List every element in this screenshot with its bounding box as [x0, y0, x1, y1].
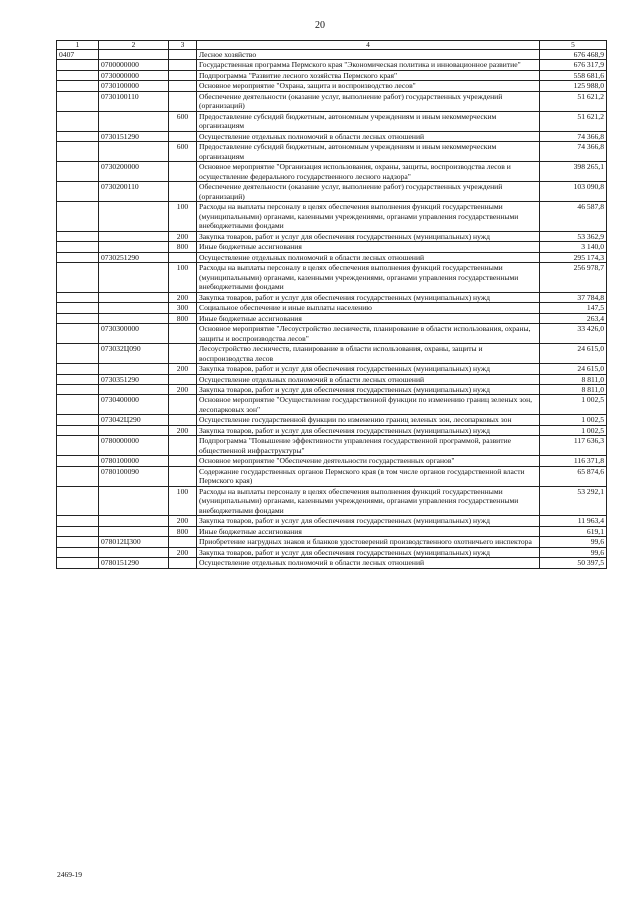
- expense-type-cell: [169, 131, 197, 141]
- table-row: [57, 111, 607, 131]
- expense-type-cell: [169, 436, 197, 456]
- description-cell: Осуществление отдельных полномочий в области лесных отношений: [197, 558, 540, 568]
- amount-cell: 676 468,9: [540, 50, 607, 60]
- section-code-cell: [57, 60, 99, 70]
- description-cell: Социальное обеспечение и иные выплаты населению: [197, 303, 540, 313]
- table-row: [57, 486, 607, 515]
- section-code-cell: 0407: [57, 50, 99, 60]
- expense-type-cell: 200: [169, 516, 197, 526]
- expense-type-cell: 200: [169, 364, 197, 374]
- target-code-cell: 0730100110: [99, 91, 169, 111]
- description-cell: Расходы на выплаты персоналу в целях обеспечения выполнения функций государственными (муниципальными) органами, казенными учреждениями, органами управления государственными внебюджетными фондами: [197, 486, 540, 515]
- target-code-cell: [99, 547, 169, 557]
- target-code-cell: 0780100090: [99, 466, 169, 486]
- table-row: [57, 558, 607, 568]
- amount-cell: 24 615,0: [540, 364, 607, 374]
- section-code-cell: [57, 415, 99, 425]
- description-cell: Подпрограмма "Повышение эффективности управления государственной программой, развитие общественной инфраструктуры": [197, 436, 540, 456]
- amount-cell: 263,4: [540, 313, 607, 323]
- expense-type-cell: 200: [169, 547, 197, 557]
- expense-type-cell: 200: [169, 425, 197, 435]
- table-row: [57, 202, 607, 231]
- section-code-cell: [57, 344, 99, 364]
- expense-type-cell: [169, 252, 197, 262]
- expense-type-cell: [169, 344, 197, 364]
- description-cell: Закупка товаров, работ и услуг для обеспечения государственных (муниципальных) нужд: [197, 425, 540, 435]
- target-code-cell: [99, 242, 169, 252]
- amount-cell: 1 002,5: [540, 395, 607, 415]
- table-row: [57, 324, 607, 344]
- table-row: [57, 91, 607, 111]
- amount-cell: 74 366,8: [540, 131, 607, 141]
- section-code-cell: [57, 142, 99, 162]
- expense-type-cell: [169, 91, 197, 111]
- table-row: [57, 466, 607, 486]
- description-cell: Осуществление отдельных полномочий в области лесных отношений: [197, 131, 540, 141]
- section-code-cell: [57, 395, 99, 415]
- description-cell: Основное мероприятие "Обеспечение деятельности государственных органов": [197, 456, 540, 466]
- target-code-cell: 0780100000: [99, 456, 169, 466]
- table-row: [57, 231, 607, 241]
- description-cell: Основное мероприятие "Лесоустройство лесничеств, планирование в области использования, охраны, защиты и воспроизводства лесов": [197, 324, 540, 344]
- target-code-cell: 0730400000: [99, 395, 169, 415]
- amount-cell: 3 140,0: [540, 242, 607, 252]
- table-row: [57, 142, 607, 162]
- description-cell: Осуществление государственной функции по изменению границ зеленых зон, лесопарковых зон: [197, 415, 540, 425]
- table-row: [57, 162, 607, 182]
- table-row: [57, 395, 607, 415]
- target-code-cell: [99, 50, 169, 60]
- description-cell: Закупка товаров, работ и услуг для обеспечения государственных (муниципальных) нужд: [197, 547, 540, 557]
- description-cell: Закупка товаров, работ и услуг для обеспечения государственных (муниципальных) нужд: [197, 231, 540, 241]
- header-cell: 1: [57, 41, 99, 50]
- table-row: [57, 456, 607, 466]
- expense-type-cell: 100: [169, 263, 197, 292]
- description-cell: Закупка товаров, работ и услуг для обеспечения государственных (муниципальных) нужд: [197, 364, 540, 374]
- amount-cell: 51 621,2: [540, 91, 607, 111]
- target-code-cell: 0730200000: [99, 162, 169, 182]
- description-cell: Подпрограмма "Развитие лесного хозяйства Пермского края": [197, 70, 540, 80]
- table-row: [57, 131, 607, 141]
- section-code-cell: [57, 526, 99, 536]
- description-cell: Лесоустройство лесничеств, планирование в области использования, охраны, защиты и воспроизводства лесов: [197, 344, 540, 364]
- section-code-cell: [57, 516, 99, 526]
- target-code-cell: [99, 384, 169, 394]
- expense-type-cell: 800: [169, 526, 197, 536]
- section-code-cell: [57, 547, 99, 557]
- table-header-row: [57, 41, 607, 50]
- expense-type-cell: 100: [169, 202, 197, 231]
- section-code-cell: [57, 231, 99, 241]
- target-code-cell: [99, 202, 169, 231]
- amount-cell: 11 963,4: [540, 516, 607, 526]
- table-row: [57, 313, 607, 323]
- section-code-cell: [57, 91, 99, 111]
- table-row: [57, 303, 607, 313]
- target-code-cell: 073032Ц090: [99, 344, 169, 364]
- amount-cell: 103 090,8: [540, 182, 607, 202]
- expense-type-cell: [169, 374, 197, 384]
- target-code-cell: 0730100000: [99, 81, 169, 91]
- description-cell: Осуществление отдельных полномочий в области лесных отношений: [197, 374, 540, 384]
- amount-cell: 99,6: [540, 547, 607, 557]
- section-code-cell: [57, 202, 99, 231]
- expense-type-cell: 200: [169, 231, 197, 241]
- table-row: [57, 516, 607, 526]
- expense-type-cell: [169, 456, 197, 466]
- section-code-cell: [57, 384, 99, 394]
- target-code-cell: [99, 486, 169, 515]
- target-code-cell: 0730200110: [99, 182, 169, 202]
- header-cell: 5: [540, 41, 607, 50]
- target-code-cell: 0730151290: [99, 131, 169, 141]
- amount-cell: 125 988,0: [540, 81, 607, 91]
- expense-type-cell: [169, 81, 197, 91]
- section-code-cell: [57, 456, 99, 466]
- description-cell: Осуществление отдельных полномочий в области лесных отношений: [197, 252, 540, 262]
- table-row: [57, 81, 607, 91]
- amount-cell: 99,6: [540, 537, 607, 547]
- amount-cell: 8 811,0: [540, 384, 607, 394]
- section-code-cell: [57, 162, 99, 182]
- description-cell: Содержание государственных органов Пермского края (в том числе органов государственной власти Пермского края): [197, 466, 540, 486]
- expense-type-cell: [169, 182, 197, 202]
- target-code-cell: 0780000000: [99, 436, 169, 456]
- target-code-cell: [99, 313, 169, 323]
- table-row: [57, 242, 607, 252]
- table-row: [57, 537, 607, 547]
- expense-type-cell: 600: [169, 142, 197, 162]
- description-cell: Основное мероприятие "Охрана, защита и воспроизводство лесов": [197, 81, 540, 91]
- description-cell: Предоставление субсидий бюджетным, автономным учреждениям и иным некоммерческим организациям: [197, 142, 540, 162]
- description-cell: Расходы на выплаты персоналу в целях обеспечения выполнения функций государственными (муниципальными) органами, казенными учреждениями, органами управления государственными внебюджетными фондами: [197, 263, 540, 292]
- table-row: [57, 425, 607, 435]
- expense-type-cell: 100: [169, 486, 197, 515]
- amount-cell: 147,5: [540, 303, 607, 313]
- amount-cell: 65 874,6: [540, 466, 607, 486]
- target-code-cell: 0730251290: [99, 252, 169, 262]
- description-cell: Иные бюджетные ассигнования: [197, 526, 540, 536]
- table-row: [57, 182, 607, 202]
- table-row: [57, 547, 607, 557]
- expense-type-cell: 800: [169, 242, 197, 252]
- table-row: [57, 374, 607, 384]
- budget-table: [56, 40, 607, 569]
- section-code-cell: [57, 111, 99, 131]
- description-cell: Государственная программа Пермского края "Экономическая политика и инновационное развитие": [197, 60, 540, 70]
- description-cell: Закупка товаров, работ и услуг для обеспечения государственных (муниципальных) нужд: [197, 292, 540, 302]
- target-code-cell: 073042Ц290: [99, 415, 169, 425]
- table-row: [57, 364, 607, 374]
- table-row: [57, 415, 607, 425]
- description-cell: Обеспечение деятельности (оказание услуг, выполнение работ) государственных учреждений (организаций): [197, 182, 540, 202]
- section-code-cell: [57, 131, 99, 141]
- page-number: 20: [315, 20, 325, 31]
- section-code-cell: [57, 81, 99, 91]
- expense-type-cell: [169, 466, 197, 486]
- target-code-cell: 078012Ц300: [99, 537, 169, 547]
- section-code-cell: [57, 425, 99, 435]
- target-code-cell: [99, 364, 169, 374]
- section-code-cell: [57, 242, 99, 252]
- amount-cell: 53 292,1: [540, 486, 607, 515]
- target-code-cell: [99, 111, 169, 131]
- amount-cell: 53 362,9: [540, 231, 607, 241]
- amount-cell: 46 587,8: [540, 202, 607, 231]
- target-code-cell: [99, 292, 169, 302]
- section-code-cell: [57, 263, 99, 292]
- table-row: [57, 252, 607, 262]
- target-code-cell: [99, 231, 169, 241]
- target-code-cell: 0780151290: [99, 558, 169, 568]
- description-cell: Основное мероприятие "Осуществление государственной функции по изменению границ зеленых зон, лесопарковых зон": [197, 395, 540, 415]
- target-code-cell: 0730300000: [99, 324, 169, 344]
- table-row: [57, 384, 607, 394]
- expense-type-cell: 800: [169, 313, 197, 323]
- expense-type-cell: [169, 324, 197, 344]
- amount-cell: 74 366,8: [540, 142, 607, 162]
- amount-cell: 116 371,8: [540, 456, 607, 466]
- target-code-cell: [99, 303, 169, 313]
- document-code: 2469-19: [57, 870, 82, 879]
- section-code-cell: [57, 252, 99, 262]
- description-cell: Приобретение нагрудных знаков и бланков удостоверений производственного охотничьего инспектора: [197, 537, 540, 547]
- header-cell: 3: [169, 41, 197, 50]
- table-row: [57, 526, 607, 536]
- amount-cell: 1 002,5: [540, 415, 607, 425]
- section-code-cell: [57, 537, 99, 547]
- target-code-cell: 0730351290: [99, 374, 169, 384]
- description-cell: Обеспечение деятельности (оказание услуг, выполнение работ) государственных учреждений (организаций): [197, 91, 540, 111]
- expense-type-cell: [169, 162, 197, 182]
- expense-type-cell: 600: [169, 111, 197, 131]
- target-code-cell: [99, 142, 169, 162]
- section-code-cell: [57, 558, 99, 568]
- section-code-cell: [57, 324, 99, 344]
- expense-type-cell: [169, 60, 197, 70]
- target-code-cell: [99, 526, 169, 536]
- description-cell: Закупка товаров, работ и услуг для обеспечения государственных (муниципальных) нужд: [197, 384, 540, 394]
- section-code-cell: [57, 466, 99, 486]
- header-cell: 2: [99, 41, 169, 50]
- section-code-cell: [57, 313, 99, 323]
- expense-type-cell: [169, 558, 197, 568]
- expense-type-cell: [169, 50, 197, 60]
- section-code-cell: [57, 374, 99, 384]
- section-code-cell: [57, 70, 99, 80]
- expense-type-cell: 200: [169, 292, 197, 302]
- amount-cell: 619,1: [540, 526, 607, 536]
- description-cell: Основное мероприятие "Организация использования, охраны, защиты, воспроизводства лесов и осуществление федерального государственного лесного надзора": [197, 162, 540, 182]
- amount-cell: 256 978,7: [540, 263, 607, 292]
- table-row: [57, 50, 607, 60]
- description-cell: Закупка товаров, работ и услуг для обеспечения государственных (муниципальных) нужд: [197, 516, 540, 526]
- target-code-cell: 0730000000: [99, 70, 169, 80]
- amount-cell: 676 317,9: [540, 60, 607, 70]
- expense-type-cell: [169, 70, 197, 80]
- description-cell: Предоставление субсидий бюджетным, автономным учреждениям и иным некоммерческим организациям: [197, 111, 540, 131]
- description-cell: Расходы на выплаты персоналу в целях обеспечения выполнения функций государственными (муниципальными) органами, казенными учреждениями, органами управления государственными внебюджетными фондами: [197, 202, 540, 231]
- amount-cell: 398 265,1: [540, 162, 607, 182]
- table-row: [57, 70, 607, 80]
- section-code-cell: [57, 182, 99, 202]
- amount-cell: 8 811,0: [540, 374, 607, 384]
- section-code-cell: [57, 486, 99, 515]
- amount-cell: 558 681,6: [540, 70, 607, 80]
- expense-type-cell: [169, 415, 197, 425]
- section-code-cell: [57, 292, 99, 302]
- target-code-cell: [99, 425, 169, 435]
- table-row: [57, 60, 607, 70]
- amount-cell: 295 174,3: [540, 252, 607, 262]
- expense-type-cell: [169, 395, 197, 415]
- section-code-cell: [57, 303, 99, 313]
- amount-cell: 50 397,5: [540, 558, 607, 568]
- target-code-cell: [99, 263, 169, 292]
- target-code-cell: 0700000000: [99, 60, 169, 70]
- amount-cell: 33 426,0: [540, 324, 607, 344]
- table-row: [57, 344, 607, 364]
- table-row: [57, 436, 607, 456]
- amount-cell: 51 621,2: [540, 111, 607, 131]
- header-cell: 4: [197, 41, 540, 50]
- amount-cell: 117 636,3: [540, 436, 607, 456]
- target-code-cell: [99, 516, 169, 526]
- amount-cell: 1 002,5: [540, 425, 607, 435]
- amount-cell: 37 784,8: [540, 292, 607, 302]
- section-code-cell: [57, 436, 99, 456]
- description-cell: Лесное хозяйство: [197, 50, 540, 60]
- expense-type-cell: 300: [169, 303, 197, 313]
- table-row: [57, 292, 607, 302]
- description-cell: Иные бюджетные ассигнования: [197, 313, 540, 323]
- expense-type-cell: [169, 537, 197, 547]
- expense-type-cell: 200: [169, 384, 197, 394]
- amount-cell: 24 615,0: [540, 344, 607, 364]
- table-row: [57, 263, 607, 292]
- description-cell: Иные бюджетные ассигнования: [197, 242, 540, 252]
- section-code-cell: [57, 364, 99, 374]
